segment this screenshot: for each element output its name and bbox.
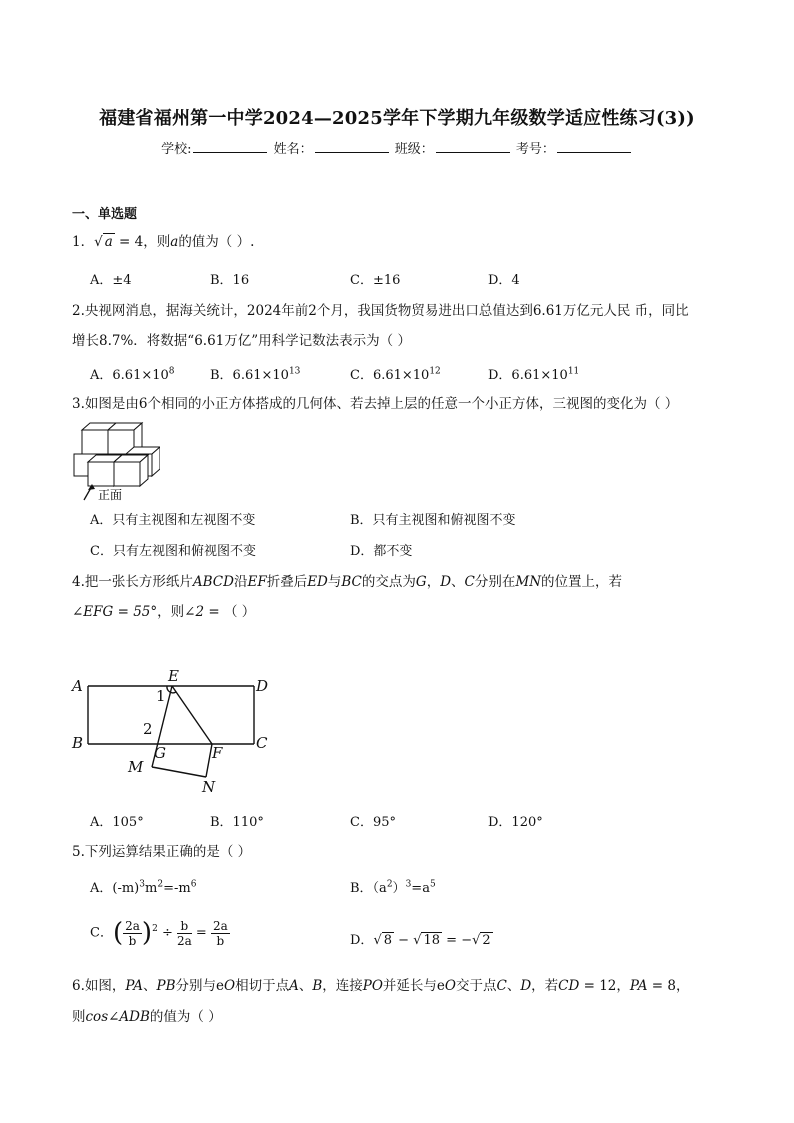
question-2-stem-line1: 2.央视网消息，据海关统计，2024年前2个月，我国货物贸易进出口总值达到6.61万亿元人民 币，同比 bbox=[72, 303, 689, 319]
question-3-option-c[interactable]: C．只有左视图和俯视图不变 bbox=[90, 544, 256, 559]
question-1-option-d[interactable]: D．4 bbox=[488, 273, 520, 288]
sqrt-symbol: √ bbox=[413, 933, 422, 948]
cube-solid-figure bbox=[70, 420, 160, 502]
school-label: 学校: bbox=[161, 142, 192, 157]
point-f-label: F bbox=[212, 744, 223, 762]
question-4-option-c[interactable]: C．95° bbox=[350, 815, 396, 830]
question-2-option-a[interactable]: A．$6.61\times 10^8$ bbox=[90, 366, 175, 383]
question-2-option-c[interactable]: C．$6.61\times 10^{12}$ bbox=[350, 366, 441, 383]
folded-rectangle-figure bbox=[66, 664, 286, 796]
fraction: $\frac{2a}{b}$ bbox=[212, 918, 228, 948]
question-number: 6. bbox=[72, 978, 85, 994]
fraction: $\frac{2a}{b}$ bbox=[125, 918, 140, 948]
variable-a: a bbox=[170, 234, 179, 250]
question-5-option-c[interactable]: C．( $\frac{2a}{b}$ )$^2$ ÷ $\frac{b}{2a}$ = $\frac{2a}{b}$ bbox=[90, 918, 228, 948]
exam-number-blank bbox=[557, 139, 631, 153]
question-2-option-d[interactable]: D．$6.61\times 10^{11}$ bbox=[488, 366, 580, 383]
question-4-stem-line2: ∠EFG = 55°，则∠2 = （ ） bbox=[72, 604, 256, 620]
question-3-option-d[interactable]: D．都不变 bbox=[350, 544, 413, 559]
question-4-option-a[interactable]: A．105° bbox=[90, 815, 144, 830]
question-1-option-a[interactable]: A．±4 bbox=[90, 273, 132, 288]
sqrt-symbol: √ bbox=[94, 234, 103, 250]
sqrt-symbol: √ bbox=[373, 933, 382, 948]
angle-2-label: 2 bbox=[143, 720, 153, 738]
class-label: 班级： bbox=[394, 142, 434, 157]
question-4-option-d[interactable]: D．120° bbox=[488, 815, 543, 830]
question-4-option-b[interactable]: B．110° bbox=[210, 815, 264, 830]
point-g-label: G bbox=[154, 744, 166, 762]
question-2-stem-line2: 增长8.7%．将数据“6.61万亿”用科学记数法表示为（ ） bbox=[72, 333, 411, 349]
exam-number-label: 考号： bbox=[515, 142, 555, 157]
point-a-label: A bbox=[72, 677, 83, 695]
name-blank bbox=[315, 139, 389, 153]
question-1-stem: 1．√ a = 4，则a的值为（ ）. bbox=[72, 234, 255, 250]
question-6-stem-line1: 6.如图，PA、PB分别与eO相切于点A、B，连接PO并延长与eO交于点C、D，若CD = 12，PA = 8， bbox=[72, 978, 690, 994]
question-number: 5. bbox=[72, 844, 85, 860]
question-1-option-b[interactable]: B．16 bbox=[210, 273, 250, 288]
point-d-label: D bbox=[256, 677, 269, 695]
name-label: 姓名： bbox=[273, 142, 313, 157]
school-blank bbox=[193, 139, 267, 153]
question-2-option-b[interactable]: B．$6.61\times 10^{13}$ bbox=[210, 366, 301, 383]
question-6-stem-line2: 则cos∠ADB的值为（ ） bbox=[72, 1009, 222, 1025]
point-m-label: M bbox=[128, 758, 144, 776]
sqrt-symbol: √ bbox=[472, 933, 481, 948]
angle-1-label: 1 bbox=[156, 687, 166, 705]
question-5-option-b[interactable]: B．$(a^2)^3=a^5$ bbox=[350, 879, 436, 896]
question-number: 4. bbox=[72, 574, 85, 590]
question-3-option-a[interactable]: A．只有主视图和左视图不变 bbox=[90, 513, 256, 528]
question-3-stem: 3.如图是由6个相同的小正方体搭成的几何体、若去掉上层的任意一个小正方体，三视图的变化为（ ） bbox=[72, 396, 679, 412]
point-c-label: C bbox=[256, 734, 268, 752]
question-4-stem-line1: 4.把一张长方形纸片ABCD沿EF折叠后ED与BC的交点为G，D、C分别在MN的位置上，若 bbox=[72, 574, 623, 590]
question-number: 3. bbox=[72, 396, 85, 412]
fraction: $\frac{b}{2a}$ bbox=[176, 918, 192, 948]
question-number: 2. bbox=[72, 303, 85, 319]
section-heading: 一、单选题 bbox=[72, 207, 138, 222]
point-n-label: N bbox=[202, 778, 216, 796]
point-b-label: B bbox=[72, 734, 84, 752]
point-e-label: E bbox=[168, 667, 179, 685]
question-5-stem: 5.下列运算结果正确的是（ ） bbox=[72, 844, 252, 860]
question-1-option-c[interactable]: C．±16 bbox=[350, 273, 401, 288]
question-3-option-b[interactable]: B．只有主视图和俯视图不变 bbox=[350, 513, 516, 528]
class-blank bbox=[436, 139, 510, 153]
question-5-option-d[interactable]: D．√ 8 − √ 18 = −√ 2 bbox=[350, 933, 491, 948]
question-5-option-a[interactable]: A．$(-m)^3m^2=-m^6$ bbox=[90, 879, 197, 896]
student-info-line bbox=[0, 138, 794, 157]
page-title: 福建省福州第一中学2024—2025学年下学期九年级数学适应性练习(3)) bbox=[99, 108, 695, 129]
variable-a: a bbox=[104, 234, 113, 250]
question-number: 1． bbox=[72, 234, 95, 250]
front-view-label: 正面 bbox=[98, 488, 123, 502]
